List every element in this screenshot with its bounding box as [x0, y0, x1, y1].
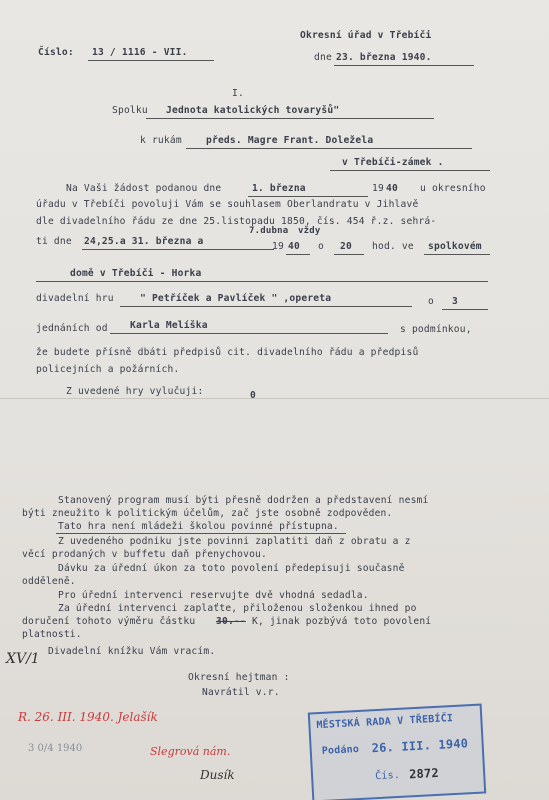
attn-label: k rukám: [140, 135, 182, 146]
exclusion-label: Z uvedené hry vylučuji:: [66, 386, 204, 397]
stamp-number: 2872: [408, 765, 440, 782]
body-line-2: úřadu v Třebíči povoluji Vám se souhlasem Oberlandratu v Jihlavě: [36, 199, 419, 210]
addressee-place: v Třebíči-zámek .: [342, 157, 444, 168]
performance-hour-underline: [334, 254, 364, 255]
body-line-1e: u okresního: [420, 183, 486, 194]
stamp-label-received: Podáno: [321, 743, 360, 757]
exclusion-value: 0: [250, 390, 256, 401]
play-title: " Petříček a Pavlíček " ,opereta: [140, 293, 332, 304]
red-handwritten-note-2: Slegrová nám.: [150, 745, 231, 758]
condition-2: býti zneužito k politickým účelům, zač jste osobně zodpověden.: [22, 508, 393, 519]
performance-date-extra: 7.dubna: [249, 226, 289, 236]
condition-7: odděleně.: [22, 576, 76, 587]
condition-10c: K, jinak pozbývá toto povolení: [252, 616, 432, 627]
body-line-7c: s podmínkou,: [400, 324, 472, 335]
condition-12: Divadelní knížku Vám vracím.: [48, 646, 216, 657]
initials: Dusík: [200, 768, 235, 782]
addressee-name: Jednota katolických tovaryšů": [166, 105, 340, 116]
red-handwritten-note: R. 26. III. 1940. Jelašík: [18, 710, 158, 724]
gray-date-note: 3 0/4 1940: [28, 743, 83, 754]
signature-title: Okresní hejtman :: [188, 672, 290, 683]
performance-dates-underline: [82, 249, 274, 250]
roman-numeral: I.: [232, 88, 244, 99]
registry-stamp: [308, 704, 486, 800]
condition-1: Stanovený program musí býti přesně dodržen a představení nesmí: [58, 495, 429, 506]
condition-5: věcí prodaných v buffetu daň přenychovou.: [22, 549, 268, 560]
stamp-line-1: MĚSTSKÁ RADA V TŘEBÍČI: [316, 713, 454, 732]
margin-note: XV/1: [6, 651, 40, 667]
place-underline: [330, 170, 490, 171]
body-line-1c: 19: [372, 183, 384, 194]
attn-value: předs. Magre Frant. Doležela: [206, 135, 374, 146]
performance-hour: 20: [340, 241, 352, 252]
date-underline: [334, 65, 474, 66]
body-line-6a: divadelní hru: [36, 293, 114, 304]
office-name: Okresní úřad v Třebíči: [300, 30, 432, 41]
request-date: 1. března: [252, 183, 306, 194]
body-line-6c: o: [428, 296, 434, 307]
condition-8: Pro úřední intervenci reservujte dvě vhodná sedadla.: [58, 590, 369, 601]
body-line-1a: Na Vaši žádost podanou dne: [66, 183, 222, 194]
body-line-3: dle divadelního řádu ze dne 25.listopadu 1850, čís. 454 ř.z. sehrá-: [36, 216, 437, 227]
condition-10a: doručení tohoto výměru částku: [22, 616, 196, 627]
author: Karla Melíška: [130, 320, 208, 331]
body-line-4d: 19: [272, 241, 284, 252]
stamp-label-number: Čís.: [374, 769, 401, 783]
venue: domě v Třebíči - Horka: [70, 268, 202, 279]
condition-9: Za úřední intervenci zaplaťte, přiloženou složenkou ihned po: [58, 603, 417, 614]
condition-4: Z uvedeného podniku jste povinni zaplatiti daň z obratu a z: [58, 536, 411, 547]
body-line-4g: o: [318, 241, 324, 252]
signature-name: Navrátil v.r.: [202, 687, 280, 698]
body-line-9: policejních a požárních.: [36, 364, 180, 375]
condition-6: Dávku za úřední úkon za toto povolení předepisuji současně: [58, 563, 405, 574]
attn-underline: [186, 148, 472, 149]
venue-underline: [36, 281, 488, 282]
acts-count: 3: [452, 296, 458, 307]
addressee-label: Spolku: [112, 105, 148, 116]
performance-year-underline: [286, 254, 310, 255]
condition-11: platnosti.: [22, 629, 82, 640]
performance-always: vždy: [298, 226, 321, 236]
body-line-7a: jednáních od: [36, 323, 108, 334]
number-value: 13 / 1116 - VII.: [92, 47, 188, 58]
performance-year: 40: [288, 241, 300, 252]
performance-dates: 24,25.a 31. března a: [84, 236, 204, 247]
body-line-8: že budete přísně dbáti předpisů cit. divadelního řádu a předpisů: [36, 347, 419, 358]
request-year: 40: [386, 183, 398, 194]
author-underline: [110, 333, 388, 334]
body-line-4i: hod. ve: [372, 241, 414, 252]
addressee-underline: [146, 118, 434, 119]
condition-3: Tato hra není mládeži školou povinné přístupna.: [58, 521, 339, 532]
request-date-underline: [248, 196, 368, 197]
date-prefix: dne: [314, 52, 332, 63]
fee-amount: 30.--: [216, 616, 246, 627]
number-label: Číslo:: [38, 47, 74, 58]
paper-fold: [0, 398, 549, 399]
body-line-4a: ti dne: [36, 236, 72, 247]
date-value: 23. března 1940.: [336, 52, 432, 63]
stamp-date: 26. III. 1940: [371, 736, 469, 756]
play-title-underline: [120, 306, 412, 307]
acts-count-underline: [442, 309, 488, 310]
number-underline: [88, 60, 214, 61]
venue-first: spolkovém: [428, 241, 482, 252]
venue-first-underline: [424, 254, 490, 255]
condition-3-underline: [56, 533, 346, 534]
